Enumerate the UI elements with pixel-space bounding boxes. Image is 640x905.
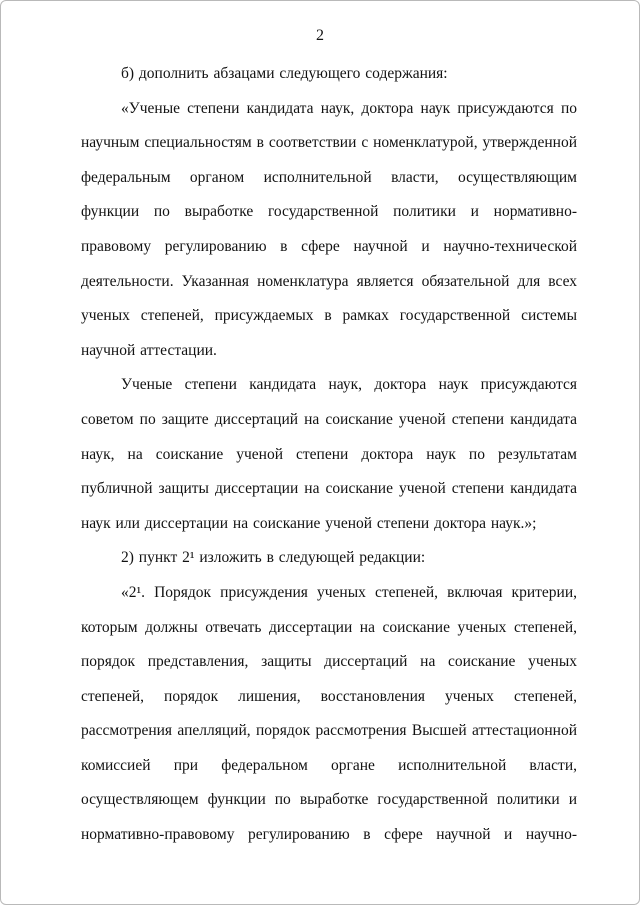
page-number: 2 bbox=[316, 27, 324, 44]
paragraph-degrees-council: Ученые степени кандидата наук, доктора наук присуждаются советом по защите диссертаций на соискание ученой степени кандидата наук, на соискание ученой степени доктора наук по результатам публичной защиты диссертации на соискание ученой степени кандидата наук или диссертации на соискание ученой степени доктора наук.»; bbox=[81, 376, 577, 532]
paragraph-intro-b: б) дополнить абзацами следующего содержания: bbox=[121, 65, 448, 82]
document-body bbox=[81, 57, 577, 853]
paragraph-point-2-1-intro: 2) пункт 2¹ изложить в следующей редакции: bbox=[121, 549, 426, 567]
paragraph-point-2-1-body: «2¹. Порядок присуждения ученых степеней, включая критерии, которым должны отвечать диссертации на соискание ученых степеней, порядок представления, защиты диссертаций на соискание ученых степеней, порядок лишения, восстановления ученых степеней, рассмотрения апелляций, порядок рассмотрения Высшей аттестационной комиссией при федеральном органе исполнительной власти, осуществляющем функции по выработке государственной политики и нормативно-правовому регулированию в сфере научной и научно- bbox=[81, 583, 577, 844]
paragraph-degrees-nomenclature: «Ученые степени кандидата наук, доктора наук присуждаются по научным специальностям в соответствии с номенклатурой, утвержденной федеральным органом исполнительной власти, осуществляющим функции по выработке государственной политики и нормативно-правовому регулированию в сфере научной и научно-технической деятельности. Указанная номенклатура является обязательной для всех ученых степеней, присуждаемых в рамках государственной системы научной аттестации. bbox=[81, 99, 577, 359]
